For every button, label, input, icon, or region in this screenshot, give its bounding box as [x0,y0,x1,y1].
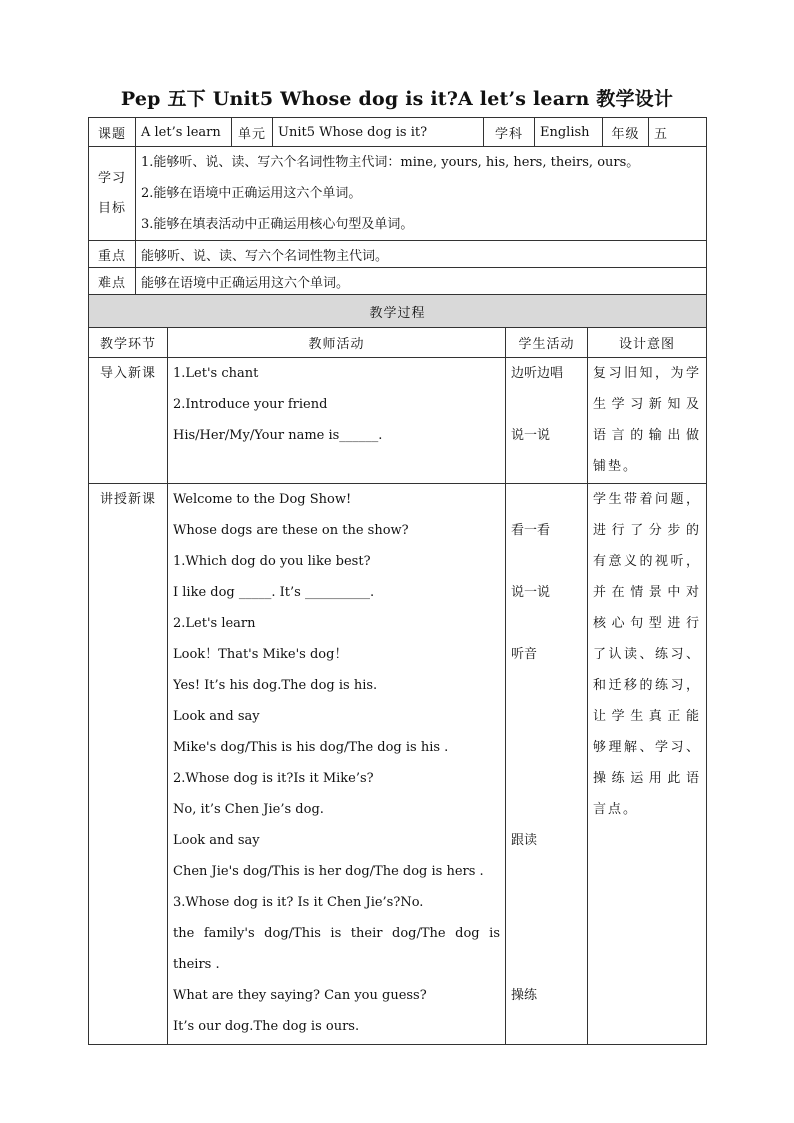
teacher-activity [168,484,506,1045]
stage-text: 导入新课 [99,366,156,381]
subject-label: 学科 [484,118,535,147]
student-line [511,794,582,825]
info-row [89,118,707,147]
teacher-line: It’s our dog.The dog is ours. [173,1019,360,1034]
teacher-line: Chen Jie's dog/This is her dog/The dog is hers . [173,864,484,879]
teacher-line: Yes! It’s his dog.The dog is his. [173,678,378,693]
intent-line: 复习旧知，为学 [593,366,702,381]
intent-line: 了认读、练习、 [593,647,702,662]
teacher-line: 1.Let's chant [173,366,259,381]
teacher-activity [168,358,506,484]
column-header: 教学环节 [89,328,168,358]
column-header: 设计意图 [588,328,707,358]
process-header: 教学过程 [89,295,707,328]
student-line [511,918,582,949]
student-line: 操练 [511,988,538,1003]
student-line [511,1011,582,1042]
teacher-line: No, it’s Chen Jie’s dog. [173,802,324,817]
page-title: Pep 五下 Unit5 Whose dog is it?A let’s learn 教学设计 [120,88,674,110]
teacher-line: Welcome to the Dog Show! [173,492,352,507]
student-line: 听音 [511,647,538,662]
student-activity [506,358,588,484]
stage-label [89,484,168,1045]
key-point-value: 能够听、说、读、写六个名词性物主代词。 [136,241,707,268]
intent-line: 够理解、学习、 [593,740,702,755]
student-line [511,389,582,420]
design-intent [588,484,707,1045]
teaching-row [89,484,707,1045]
teacher-line: 2.Introduce your friend [173,397,328,412]
student-line: 看一看 [511,523,551,538]
student-line [511,763,582,794]
intro-row [89,358,707,484]
student-line [511,701,582,732]
unit-value: Unit5 Whose dog is it? [273,118,484,147]
intent-line: 操练运用此语 [593,771,702,786]
column-header-row [89,328,707,358]
intent-line: 学生带着问题， [593,492,702,507]
grade-label: 年级 [603,118,649,147]
teacher-line: 3.Whose dog is it? Is it Chen Jie’s?No. [173,895,424,910]
objective-item: 3.能够在填表活动中正确运用核心句型及单词。 [141,217,414,232]
intent-line: 让学生真正能 [593,709,702,724]
intent-line: 生学习新知及 [593,397,702,412]
difficulty-label: 难点 [89,268,136,295]
topic-label: 课题 [89,118,136,147]
key-point-label: 重点 [89,241,136,268]
student-line [511,484,582,515]
difficulty-row [89,268,707,295]
column-header: 教师活动 [168,328,506,358]
intent-line: 言点。 [593,802,639,817]
student-line: 说一说 [511,428,551,443]
teacher-line: 2.Let's learn [173,616,256,631]
student-line [511,887,582,918]
topic-value: A let’s learn [136,118,232,147]
stage-text: 讲授新课 [99,492,156,507]
teacher-line: Whose dogs are these on the show? [173,523,409,538]
student-line: 跟读 [511,833,538,848]
teacher-line: Look！That's Mike's dog！ [173,647,348,662]
design-intent [588,358,707,484]
teacher-line: the family's dog/This is their dog/The dog is [173,926,500,941]
student-activity [506,484,588,1045]
difficulty-value: 能够在语境中正确运用这六个单词。 [136,268,707,295]
objective-item: 1.能够听、说、读、写六个名词性物主代词：mine, yours, his, hers, theirs, ours。 [141,155,640,170]
objectives-row [89,147,707,241]
intent-line: 语言的输出做 [593,428,702,443]
student-line: 边听边唱 [511,366,564,381]
objectives-label-line: 学习 [97,170,126,186]
objective-item: 2.能够在语境中正确运用这六个单词。 [141,186,362,201]
teacher-line: What are they saying? Can you guess? [173,988,427,1003]
student-line [511,608,582,639]
teacher-line: Mike's dog/This is his dog/The dog is his . [173,740,449,755]
teacher-line: 2.Whose dog is it?Is it Mike’s? [173,771,374,786]
teacher-line: 1.Which dog do you like best? [173,554,371,569]
objectives-content [136,147,707,241]
student-line [511,670,582,701]
student-line [511,732,582,763]
process-table [88,294,707,1045]
process-header-row [89,295,707,328]
objectives-label-line: 目标 [97,200,126,216]
column-header: 学生活动 [506,328,588,358]
intent-line: 和迁移的练习， [593,678,702,693]
intent-line: 进行了分步的 [593,523,702,538]
teacher-line: theirs . [173,957,220,972]
student-line [511,949,582,980]
objectives-label [89,147,136,241]
grade-value: 五 [649,118,707,147]
intent-line: 并在情景中对 [593,585,702,600]
teacher-line: I like dog _____. It’s __________. [173,585,375,600]
student-line [511,546,582,577]
info-table [88,117,707,295]
stage-label [89,358,168,484]
intent-line: 铺垫。 [593,459,639,474]
intent-line: 核心句型进行 [593,616,702,631]
teacher-line: Look and say [173,833,260,848]
teacher-line: Look and say [173,709,260,724]
intent-line: 有意义的视听， [593,554,702,569]
subject-value: English [535,118,603,147]
student-line [511,856,582,887]
key-point-row [89,241,707,268]
student-line: 说一说 [511,585,551,600]
unit-label: 单元 [232,118,273,147]
teacher-line: His/Her/My/Your name is______. [173,428,383,443]
